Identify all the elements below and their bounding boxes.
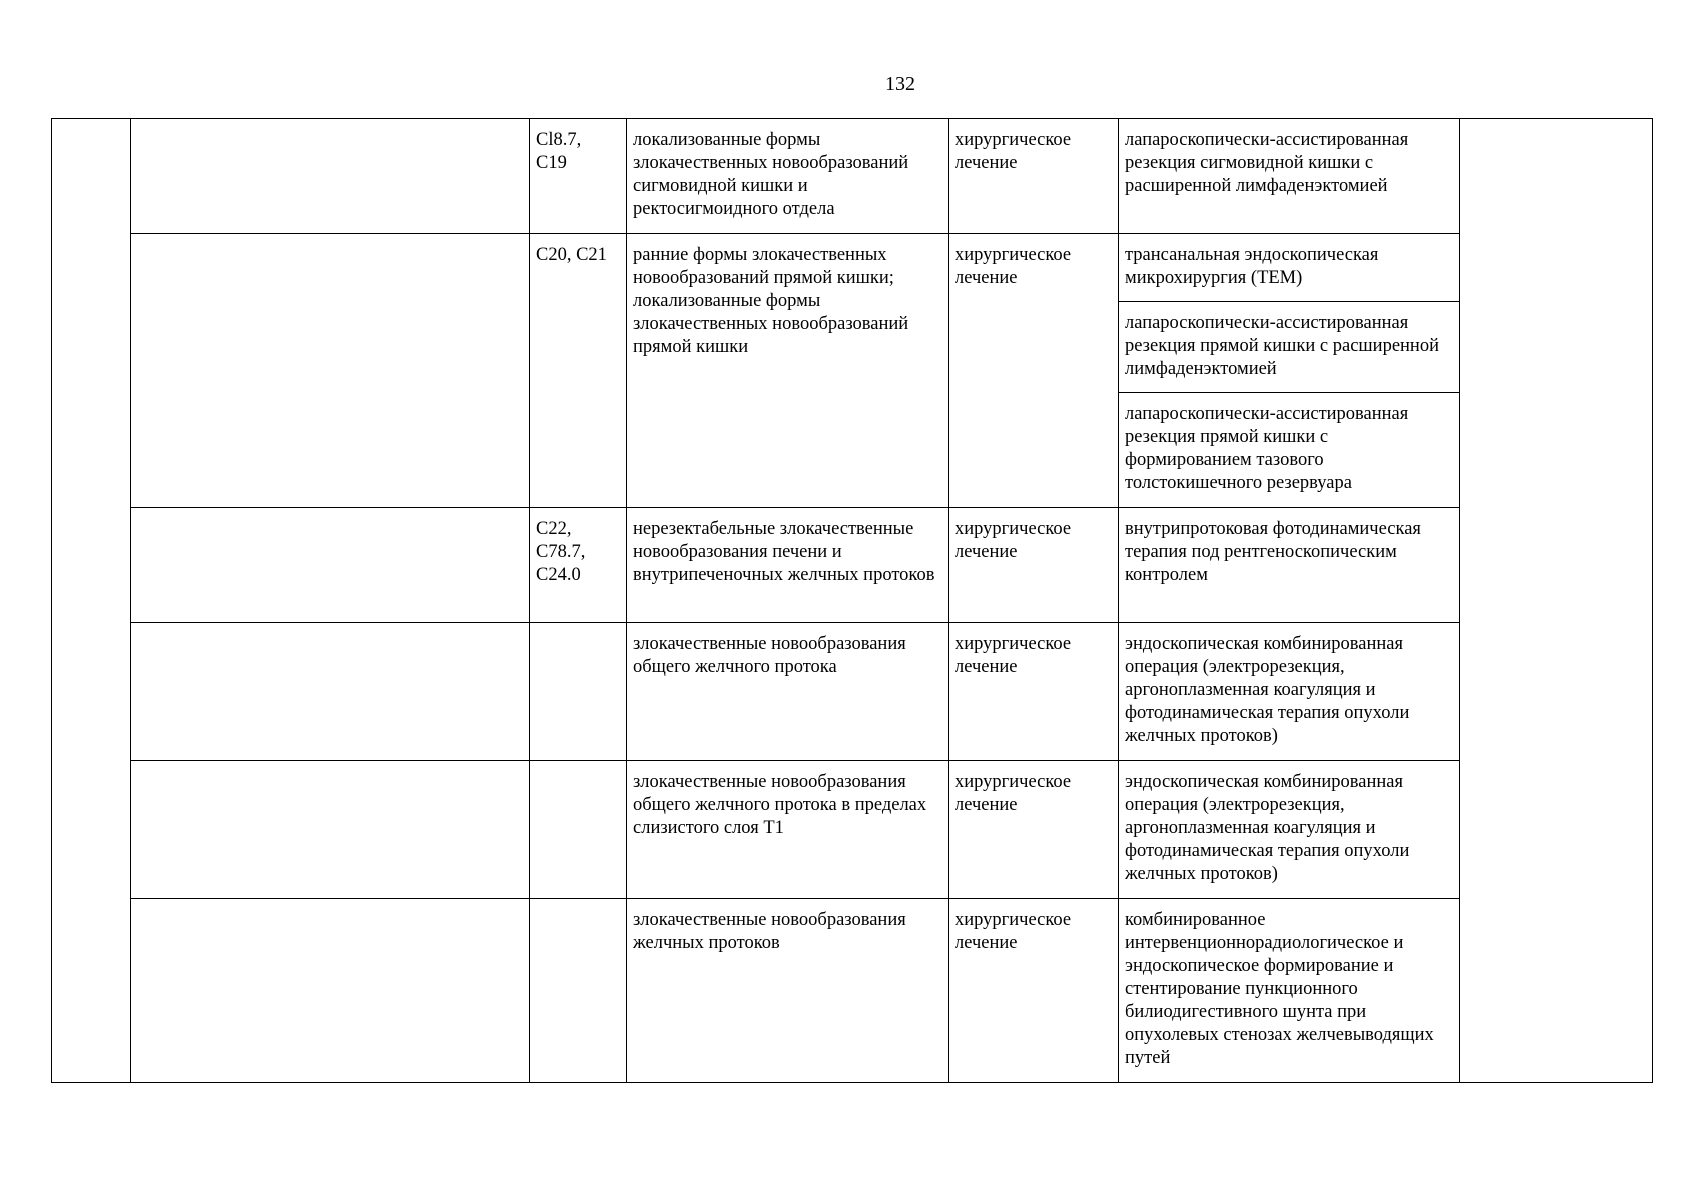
diagnosis-cell-text: нерезектабельные злокачественные новообразования печени и внутрипеченочных желчных протоков [633, 519, 935, 585]
method-cell [1119, 234, 1460, 302]
method-cell-text: эндоскопическая комбинированная операция (электрорезекция, аргоноплазменная коагуляция и фотодинамическая терапия опухоли желчных протоков) [1125, 634, 1410, 746]
treatment-type-cell [949, 761, 1119, 899]
treatment-table [51, 118, 1653, 1083]
method-cell [1119, 761, 1460, 899]
diagnosis-cell-text: локализованные формы злокачественных новообразований сигмовидной кишки и ректосигмоидного отдела [633, 130, 909, 219]
profile-cell [131, 899, 530, 1083]
treatment-type-cell [949, 234, 1119, 508]
table-row [52, 623, 1653, 761]
icd-code-cell-text: C22, C78.7, C24.0 [536, 519, 586, 585]
method-cell-text: лапароскопически-ассистированная резекция прямой кишки с формированием тазового толстокишечного резервуара [1125, 404, 1409, 493]
method-cell-text: эндоскопическая комбинированная операция (электрорезекция, аргоноплазменная коагуляция и фотодинамическая терапия опухоли желчных протоков) [1125, 772, 1410, 884]
page-number: 132 [885, 73, 915, 95]
profile-cell [131, 508, 530, 623]
table-row [52, 508, 1653, 623]
method-cell-text: лапароскопически-ассистированная резекция сигмовидной кишки с расширенной лимфаденэктомией [1125, 130, 1409, 196]
method-cell [1119, 119, 1460, 234]
icd-code-cell [530, 119, 627, 234]
diagnosis-cell [627, 119, 949, 234]
method-cell-text: внутрипротоковая фотодинамическая терапия под рентгеноскопическим контролем [1125, 519, 1421, 585]
table-row [52, 761, 1653, 899]
icd-code-cell [530, 623, 627, 761]
diagnosis-cell-text: злокачественные новообразования общего желчного протока в пределах слизистого слоя T1 [633, 772, 927, 838]
method-cell [1119, 623, 1460, 761]
method-cell [1119, 302, 1460, 393]
treatment-type-cell-text: хирургическое лечение [955, 772, 1072, 815]
table-row [52, 899, 1653, 1083]
profile-cell [131, 119, 530, 234]
treatment-type-cell-text: хирургическое лечение [955, 910, 1072, 953]
treatment-type-cell [949, 508, 1119, 623]
table-row [52, 119, 1653, 234]
diagnosis-cell-text: ранние формы злокачественных новообразований прямой кишки; локализованные формы злокачественных новообразований прямой кишки [633, 245, 909, 357]
icd-code-cell [530, 761, 627, 899]
table-row [52, 234, 1653, 302]
treatment-type-cell-text: хирургическое лечение [955, 519, 1072, 562]
diagnosis-cell [627, 623, 949, 761]
profile-cell [131, 234, 530, 508]
number-cell [52, 119, 131, 1083]
icd-code-cell-text: C20, C21 [536, 245, 607, 265]
diagnosis-cell [627, 899, 949, 1083]
treatment-type-cell-text: хирургическое лечение [955, 130, 1072, 173]
treatment-type-cell [949, 899, 1119, 1083]
cost-cell [1460, 119, 1653, 1083]
method-cell-text: лапароскопически-ассистированная резекция прямой кишки с расширенной лимфаденэктомией [1125, 313, 1439, 379]
profile-cell [131, 761, 530, 899]
profile-cell [131, 623, 530, 761]
treatment-type-cell-text: хирургическое лечение [955, 245, 1072, 288]
icd-code-cell-text: Cl8.7, C19 [536, 130, 582, 173]
method-cell [1119, 508, 1460, 623]
method-cell [1119, 393, 1460, 508]
diagnosis-cell-text: злокачественные новообразования общего желчного протока [633, 634, 906, 677]
treatment-type-cell [949, 623, 1119, 761]
method-cell-text: трансанальная эндоскопическая микрохирургия (ТЕМ) [1125, 245, 1379, 288]
diagnosis-cell [627, 761, 949, 899]
diagnosis-cell [627, 234, 949, 508]
method-cell-text: комбинированное интервенционнорадиологическое и эндоскопическое формирование и стентирование пункционного билиодигестивного шунта при опухолевых стенозах желчевыводящих путей [1125, 910, 1434, 1068]
method-cell [1119, 899, 1460, 1083]
treatment-type-cell-text: хирургическое лечение [955, 634, 1072, 677]
diagnosis-cell [627, 508, 949, 623]
treatment-type-cell [949, 119, 1119, 234]
diagnosis-cell-text: злокачественные новообразования желчных протоков [633, 910, 906, 953]
icd-code-cell [530, 234, 627, 508]
icd-code-cell [530, 508, 627, 623]
icd-code-cell [530, 899, 627, 1083]
